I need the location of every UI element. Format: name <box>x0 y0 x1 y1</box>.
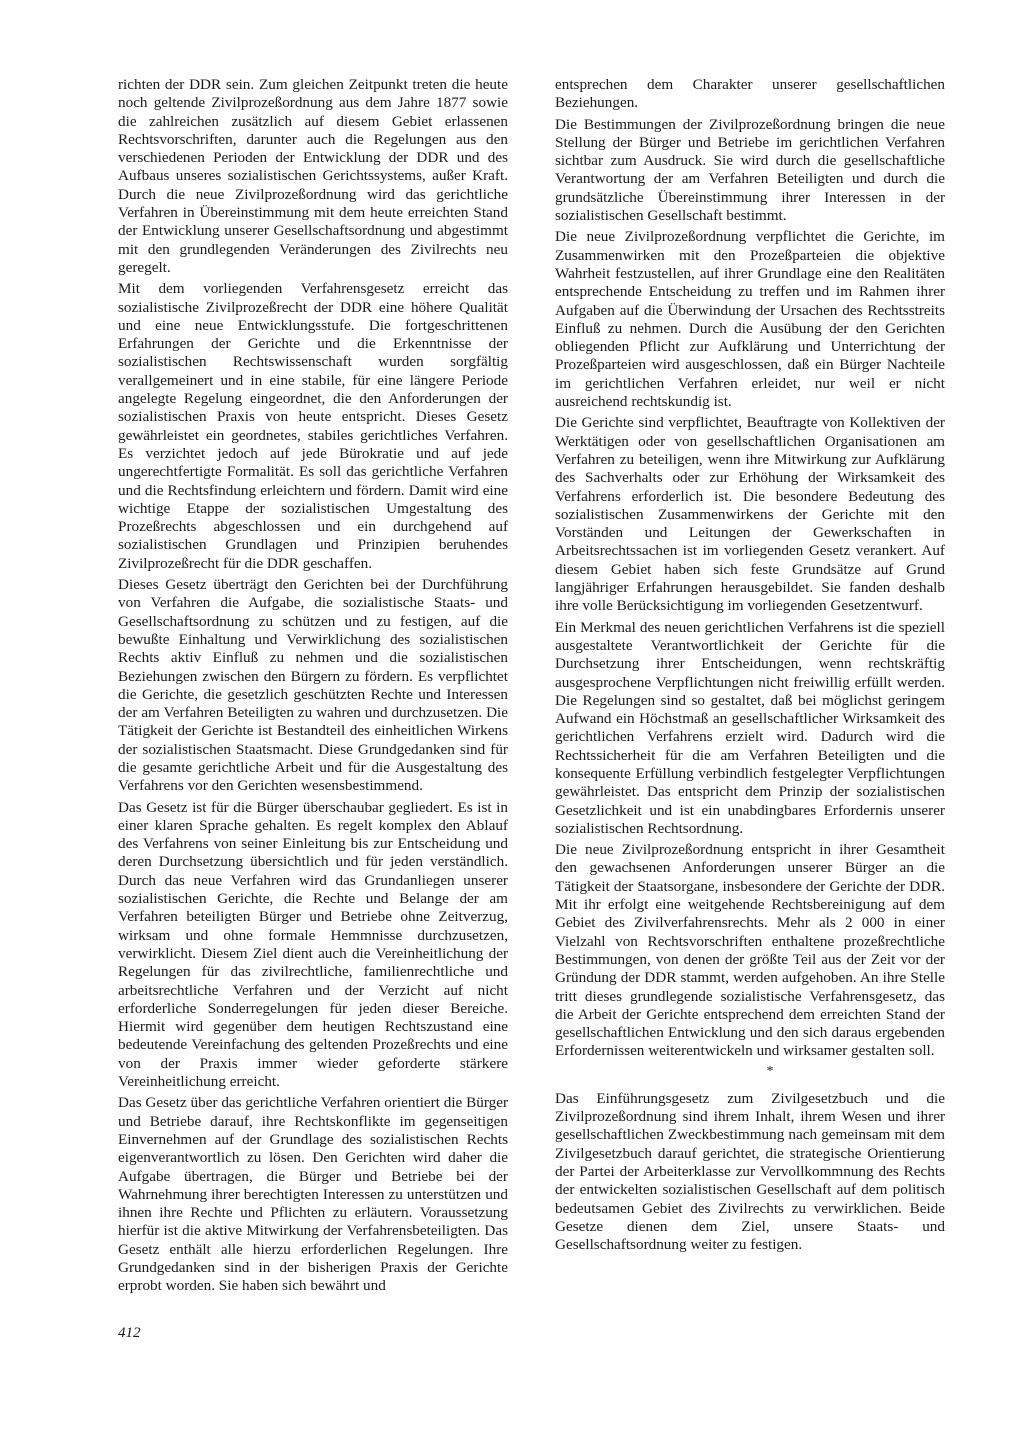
closing-paragraph: Das Einführungsgesetz zum Zivilgesetzbuch und die Zivilprozeßordnung sind ihrem Inhalt, ihrem Wesen und ihrer gesellschaftlichen Zweckbestimmung nach gemeinsam mit dem Zivilgesetzbuch darauf gerichtet, die strategische Orientierung der Partei der Arbeiterklasse zur Vervollkommnung des Rechts der entwickelten sozialistischen Gesellschaft auf dem politisch bedeutsamen Gebiet des Zivilrechts zu verwirklichen. Beide Gesetze dienen dem Ziel, unsere Staats- und Gesellschaftsordnung weiter zu festigen. <box>555 1089 945 1254</box>
paragraph: richten der DDR sein. Zum gleichen Zeitpunkt treten die heute noch geltende Zivilprozeßordnung aus dem Jahre 1877 sowie die zahlreichen zusätzlich auf diesem Gebiet erlassenen Rechtsvorschriften, darunter auch die Regelungen aus den verschiedenen Perioden der Entwicklung der DDR und des Aufbaus unseres sozialistischen Gerichtssystems, außer Kraft. Durch die neue Zivilprozeßordnung wird das gerichtliche Verfahren in Übereinstimmung mit dem heute erreichten Stand der Entwicklung unserer Gesellschaftsordnung und abgestimmt mit den grundlegenden Veränderungen des Zivilrechts neu geregelt. <box>118 76 508 276</box>
paragraph: Das Gesetz ist für die Bürger überschaubar gegliedert. Es ist in einer klaren Sprache gehalten. Es regelt komplex den Ablauf des Verfahrens von seiner Einleitung bis zur Entscheidung und deren Durchsetzung übersichtlich und für jeden verständlich. Durch das neue Verfahren wird das Grundanliegen unserer sozialistischen Gerichte, die Rechte und Belange der am Verfahren beteiligten Bürger und Betriebe ohne Zeitverzug, wirksam und ohne formale Hemmnisse durchzusetzen, verwirklicht. Diesem Ziel dient auch die Vereinheitlichung der Regelungen für das zivilrechtliche, familienrechtliche und arbeitsrechtliche Verfahren und der Verzicht auf nicht erforderliche Sonderregelungen für jeden dieser Bereiche. Hiermit wird gegenüber dem heutigen Rechtszustand eine bedeutende Vereinfachung des geltenden Prozeßrechts und eine von der Praxis immer wieder geforderte stärkere Vereinheitlichung erreicht. <box>118 798 508 1091</box>
page-number: 412 <box>118 1325 141 1341</box>
paragraph: Das Gesetz über das gerichtliche Verfahren orientiert die Bürger und Betriebe darauf, ihre Rechtskonflikte im gegenseitigen Einvernehmen auf der Grundlage des sozialistischen Rechts eigenverantwortlich zu lösen. Den Gerichten wird daher die Aufgabe übertragen, die Bürger und Betriebe bei der Wahrnehmung ihrer berechtigten Interessen zu unterstützen und ihnen ihre Rechte und Pflichten zu erläutern. Voraussetzung hierfür ist die aktive Mitwirkung der Verfahrensbeteiligten. Das Gesetz enthält alle hierzu erforderlichen Regelungen. Ihre Grundgedanken sind in der bisherigen Praxis der Gerichte erprobt worden. Sie haben sich bewährt und <box>118 1094 508 1295</box>
paragraph: Die neue Zivilprozeßordnung verpflichtet die Gerichte, im Zusammenwirken mit den Prozeßparteien die objektive Wahrheit festzustellen, auf ihrer Grundlage eine den Realitäten entsprechende Entscheidung zu treffen und im Rahmen ihrer Aufgaben auf die Überwindung der Ursachen des Rechtsstreits Einfluß zu nehmen. Durch die Ausübung der den Gerichten obliegenden Pflicht zur Aufklärung und Unterrichtung der Prozeßparteien wird ausgeschlossen, daß ein Bürger Nachteile im gerichtlichen Verfahren erleidet, nur weil er nicht ausreichend rechtskundig ist. <box>555 228 945 411</box>
paragraph: entsprechen dem Charakter unserer gesellschaftlichen Beziehungen. <box>555 76 945 112</box>
left-column <box>118 76 508 1299</box>
paragraph: Dieses Gesetz überträgt den Gerichten bei der Durchführung von Verfahren die Aufgabe, die sozialistische Staats- und Gesellschaftsordnung zu schützen und zu festigen, auf die bewußte Einhaltung und Verwirklichung des sozialistischen Rechts aktiv Einfluß zu nehmen und die sozialistischen Beziehungen zwischen den Bürgern zu fördern. Es verpflichtet die Gerichte, die gesetzlich geschützten Rechte und Interessen der am Verfahren Beteiligten zu wahren und durchzusetzen. Die Tätigkeit der Gerichte ist Bestandteil des einheitlichen Wirkens der sozialistischen Staatsmacht. Diese Grundgedanken sind für die gesamte gerichtliche Arbeit und für die Ausgestaltung des Verfahrens vor den Gerichten wesensbestimmend. <box>118 576 508 795</box>
paragraph: Die Gerichte sind verpflichtet, Beauftragte von Kollektiven der Werktätigen oder von gesellschaftlichen Organisationen am Verfahren zu beteiligen, wenn ihre Mitwirkung zur Aufklärung des Sachverhalts oder zur Erhöhung der Wirksamkeit des Verfahrens erforderlich ist. Die besondere Bedeutung des sozialistischen Zusammenwirkens der Gerichte mit den Vorständen und Leitungen der Gewerkschaften in Arbeitsrechtssachen ist im vorliegenden Gesetz verankert. Auf diesem Gebiet haben sich feste Grundsätze auf Grund langjähriger Erfahrungen herausgebildet. Sie fanden deshalb ihre volle Berücksichtigung im vorliegenden Gesetzentwurf. <box>555 414 945 615</box>
right-column <box>555 76 945 1257</box>
paragraph: Mit dem vorliegenden Verfahrensgesetz erreicht das sozialistische Zivilprozeßrecht der DDR eine höhere Qualität und eine neue Entwicklungsstufe. Die fortgeschrittenen Erfahrungen der Gerichte und die Erkenntnisse der sozialistischen Rechtswissenschaft wurden sorgfältig verallgemeinert und in eine stabile, für eine längere Periode angelegte Regelung eingeordnet, die den Anforderungen der sozialistischen Praxis von heute entspricht. Dieses Gesetz gewährleistet ein geordnetes, stabiles gerichtliches Verfahren. Es verzichtet jedoch auf jede Bürokratie und auf jede ungerechtfertigte Formalität. Es soll das gerichtliche Verfahren und die Rechtsfindung erleichtern und fördern. Damit wird eine wichtige Etappe der sozialistischen Umgestaltung des Prozeßrechts abgeschlossen und ein durchgehend auf sozialistischen Grundlagen und Prinzipien beruhendes Zivilprozeßrecht für die DDR geschaffen. <box>118 280 508 572</box>
section-separator: * <box>766 1063 774 1079</box>
paragraph: Die Bestimmungen der Zivilprozeßordnung bringen die neue Stellung der Bürger und Betriebe im gerichtlichen Verfahren sichtbar zum Ausdruck. Sie wird durch die gesellschaftliche Verantwortung der am Verfahren Beteiligten und durch die grundsätzliche Übereinstimmung ihrer Interessen in der sozialistischen Gesellschaft bestimmt. <box>555 115 945 225</box>
paragraph: Die neue Zivilprozeßordnung entspricht in ihrer Gesamtheit den gewachsenen Anforderungen unserer Bürger an die Tätigkeit der Staatsorgane, insbesondere der Gerichte der DDR. Mit ihr erfolgt eine weitgehende Rechtsbereinigung auf dem Gebiet des Zivilverfahrensrechts. Mehr als 2 000 in einer Vielzahl von Rechtsvorschriften enthaltene prozeßrechtliche Bestimmungen, von denen der größte Teil aus der Zeit vor der Gründung der DDR stammt, werden aufgehoben. An ihre Stelle tritt dieses grundlegende sozialistische Verfahrensgesetz, das die Arbeit der Gerichte entsprechend dem erreichten Stand der gesellschaftlichen Entwicklung und den sich daraus ergebenden Erfordernissen weiterentwickeln und wirksamer gestalten soll. <box>555 841 945 1060</box>
paragraph: Ein Merkmal des neuen gerichtlichen Verfahrens ist die speziell ausgestaltete Verantwortlichkeit der Gerichte für die Durchsetzung ihrer Entscheidungen, wenn rechtskräftig ausgesprochene Verpflichtungen nicht freiwillig erfüllt werden. Die Regelungen sind so gestaltet, daß bei möglichst geringem Aufwand ein Höchstmaß an gesellschaftlicher Wirksamkeit des gerichtlichen Verfahrens erzielt wird. Dadurch wird die Rechtssicherheit für die am Verfahren Beteiligten und die konsequente Erfüllung verbindlich festgelegter Verpflichtungen gewährleistet. Das entspricht dem Prinzip der sozialistischen Gesetzlichkeit und ist ein unabdingbares Erfordernis unserer sozialistischen Rechtsordnung. <box>555 618 945 837</box>
